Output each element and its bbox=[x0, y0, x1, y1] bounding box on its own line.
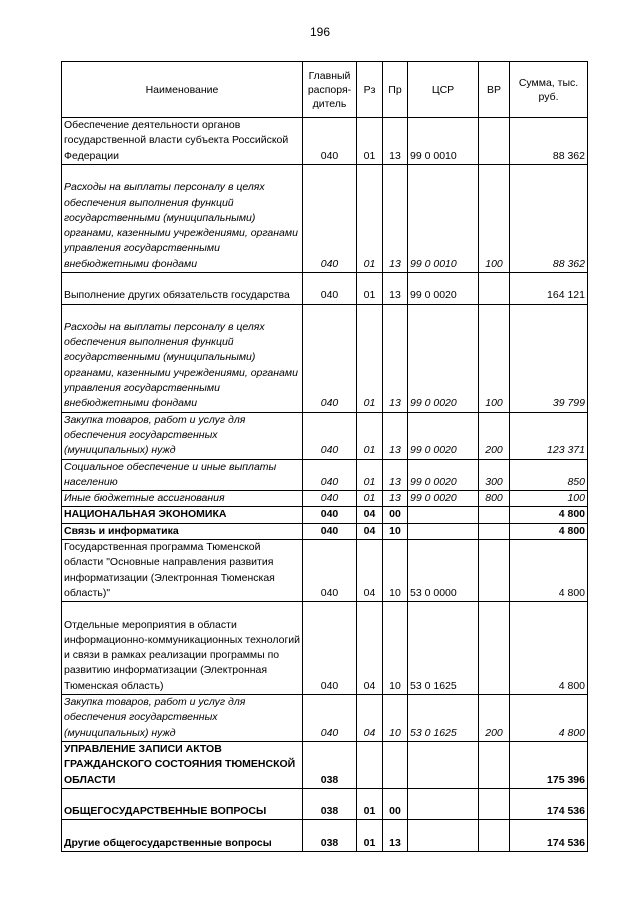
cell-admin: 040 bbox=[303, 602, 357, 695]
cell-csr: 99 0 0020 bbox=[408, 491, 479, 507]
table-row bbox=[62, 412, 588, 459]
cell-admin: 040 bbox=[303, 507, 357, 523]
cell-name: Отдельные мероприятия в области информационно-коммуникационных технологий и связи в рамках реализации программы по развитию информатизации (Электронная Тюменская область) bbox=[62, 602, 303, 695]
cell-rz: 04 bbox=[357, 507, 383, 523]
header-sum: Сумма, тыс. руб. bbox=[510, 62, 588, 118]
cell-admin: 038 bbox=[303, 788, 357, 820]
cell-rz: 01 bbox=[357, 304, 383, 412]
cell-csr bbox=[408, 523, 479, 539]
cell-vr bbox=[479, 272, 510, 304]
cell-name: Расходы на выплаты персоналу в целях обеспечения выполнения функций государственными (муниципальными) органами, казенными учреждениями, органами управления государственными внебюджетными фондами bbox=[62, 304, 303, 412]
cell-csr bbox=[408, 788, 479, 820]
cell-pr: 13 bbox=[383, 272, 408, 304]
cell-name: Государственная программа Тюменской области "Основные направления развития информатизации (Электронная Тюменская область)" bbox=[62, 540, 303, 602]
table-row bbox=[62, 459, 588, 491]
cell-csr: 99 0 0010 bbox=[408, 118, 479, 165]
cell-vr bbox=[479, 118, 510, 165]
cell-rz bbox=[357, 741, 383, 788]
cell-vr: 300 bbox=[479, 459, 510, 491]
header-vr: ВР bbox=[479, 62, 510, 118]
cell-name: Обеспечение деятельности органов государственной власти субъекта Российской Федерации bbox=[62, 118, 303, 165]
cell-csr bbox=[408, 741, 479, 788]
cell-csr: 99 0 0020 bbox=[408, 412, 479, 459]
cell-vr: 100 bbox=[479, 304, 510, 412]
cell-name: УПРАВЛЕНИЕ ЗАПИСИ АКТОВ ГРАЖДАНСКОГО СОСТОЯНИЯ ТЮМЕНСКОЙ ОБЛАСТИ bbox=[62, 741, 303, 788]
cell-rz: 01 bbox=[357, 820, 383, 852]
cell-admin: 040 bbox=[303, 459, 357, 491]
cell-rz: 04 bbox=[357, 540, 383, 602]
cell-sum: 100 bbox=[510, 491, 588, 507]
cell-csr: 99 0 0010 bbox=[408, 164, 479, 272]
cell-csr: 53 0 0000 bbox=[408, 540, 479, 602]
cell-vr bbox=[479, 540, 510, 602]
table-row bbox=[62, 507, 588, 523]
header-name: Наименование bbox=[62, 62, 303, 118]
cell-rz: 04 bbox=[357, 695, 383, 742]
cell-admin: 038 bbox=[303, 820, 357, 852]
cell-admin: 040 bbox=[303, 523, 357, 539]
table-row bbox=[62, 540, 588, 602]
header-rz: Рз bbox=[357, 62, 383, 118]
cell-pr: 10 bbox=[383, 695, 408, 742]
cell-admin: 040 bbox=[303, 272, 357, 304]
cell-vr bbox=[479, 507, 510, 523]
cell-sum: 88 362 bbox=[510, 118, 588, 165]
table-row bbox=[62, 602, 588, 695]
header-row bbox=[62, 62, 588, 118]
cell-pr: 10 bbox=[383, 602, 408, 695]
table-row bbox=[62, 820, 588, 852]
budget-table bbox=[61, 61, 588, 852]
cell-pr: 13 bbox=[383, 304, 408, 412]
cell-sum: 4 800 bbox=[510, 540, 588, 602]
cell-csr bbox=[408, 507, 479, 523]
cell-admin: 040 bbox=[303, 164, 357, 272]
table-row bbox=[62, 523, 588, 539]
cell-rz: 01 bbox=[357, 788, 383, 820]
cell-csr: 53 0 1625 bbox=[408, 602, 479, 695]
cell-pr: 13 bbox=[383, 459, 408, 491]
cell-pr: 13 bbox=[383, 164, 408, 272]
cell-vr bbox=[479, 788, 510, 820]
cell-name: Закупка товаров, работ и услуг для обеспечения государственных (муниципальных) нужд bbox=[62, 412, 303, 459]
cell-pr: 13 bbox=[383, 491, 408, 507]
cell-sum: 174 536 bbox=[510, 820, 588, 852]
cell-name: ОБЩЕГОСУДАРСТВЕННЫЕ ВОПРОСЫ bbox=[62, 788, 303, 820]
cell-csr bbox=[408, 820, 479, 852]
cell-sum: 39 799 bbox=[510, 304, 588, 412]
cell-vr bbox=[479, 741, 510, 788]
cell-sum: 4 800 bbox=[510, 695, 588, 742]
cell-sum: 88 362 bbox=[510, 164, 588, 272]
table-row bbox=[62, 741, 588, 788]
cell-pr: 13 bbox=[383, 412, 408, 459]
cell-sum: 850 bbox=[510, 459, 588, 491]
cell-sum: 4 800 bbox=[510, 507, 588, 523]
cell-sum: 164 121 bbox=[510, 272, 588, 304]
cell-vr: 100 bbox=[479, 164, 510, 272]
cell-sum: 174 536 bbox=[510, 788, 588, 820]
cell-admin: 040 bbox=[303, 304, 357, 412]
cell-rz: 01 bbox=[357, 118, 383, 165]
cell-sum: 123 371 bbox=[510, 412, 588, 459]
cell-vr: 200 bbox=[479, 695, 510, 742]
cell-rz: 01 bbox=[357, 459, 383, 491]
cell-pr: 10 bbox=[383, 523, 408, 539]
cell-sum: 175 396 bbox=[510, 741, 588, 788]
cell-sum: 4 800 bbox=[510, 523, 588, 539]
cell-rz: 04 bbox=[357, 523, 383, 539]
cell-name: Расходы на выплаты персоналу в целях обеспечения выполнения функций государственными (муниципальными) органами, казенными учреждениями, органами управления государственными внебюджетными фондами bbox=[62, 164, 303, 272]
cell-vr bbox=[479, 820, 510, 852]
cell-csr: 99 0 0020 bbox=[408, 272, 479, 304]
cell-pr: 13 bbox=[383, 118, 408, 165]
table-row bbox=[62, 304, 588, 412]
cell-vr: 200 bbox=[479, 412, 510, 459]
cell-rz: 01 bbox=[357, 164, 383, 272]
cell-name: Связь и информатика bbox=[62, 523, 303, 539]
cell-rz: 04 bbox=[357, 602, 383, 695]
header-pr: Пр bbox=[383, 62, 408, 118]
cell-name: Другие общегосударственные вопросы bbox=[62, 820, 303, 852]
cell-pr: 00 bbox=[383, 788, 408, 820]
page-number: 196 bbox=[309, 25, 331, 39]
cell-name: НАЦИОНАЛЬНАЯ ЭКОНОМИКА bbox=[62, 507, 303, 523]
header-admin: Главный распоря-дитель bbox=[303, 62, 357, 118]
cell-vr bbox=[479, 523, 510, 539]
cell-name: Иные бюджетные ассигнования bbox=[62, 491, 303, 507]
cell-pr: 10 bbox=[383, 540, 408, 602]
cell-csr: 53 0 1625 bbox=[408, 695, 479, 742]
cell-pr: 13 bbox=[383, 820, 408, 852]
table-row bbox=[62, 118, 588, 165]
table-row bbox=[62, 164, 588, 272]
cell-csr: 99 0 0020 bbox=[408, 459, 479, 491]
cell-admin: 040 bbox=[303, 412, 357, 459]
cell-name: Выполнение других обязательств государства bbox=[62, 272, 303, 304]
header-csr: ЦСР bbox=[408, 62, 479, 118]
cell-vr: 800 bbox=[479, 491, 510, 507]
cell-pr bbox=[383, 741, 408, 788]
cell-rz: 01 bbox=[357, 412, 383, 459]
cell-rz: 01 bbox=[357, 272, 383, 304]
cell-sum: 4 800 bbox=[510, 602, 588, 695]
cell-admin: 040 bbox=[303, 491, 357, 507]
table-row bbox=[62, 695, 588, 742]
table-row bbox=[62, 272, 588, 304]
cell-name: Закупка товаров, работ и услуг для обеспечения государственных (муниципальных) нужд bbox=[62, 695, 303, 742]
cell-admin: 038 bbox=[303, 741, 357, 788]
cell-admin: 040 bbox=[303, 118, 357, 165]
cell-pr: 00 bbox=[383, 507, 408, 523]
cell-rz: 01 bbox=[357, 491, 383, 507]
cell-csr: 99 0 0020 bbox=[408, 304, 479, 412]
cell-vr bbox=[479, 602, 510, 695]
cell-admin: 040 bbox=[303, 540, 357, 602]
cell-name: Социальное обеспечение и иные выплаты населению bbox=[62, 459, 303, 491]
cell-admin: 040 bbox=[303, 695, 357, 742]
table-row bbox=[62, 788, 588, 820]
table-row bbox=[62, 491, 588, 507]
